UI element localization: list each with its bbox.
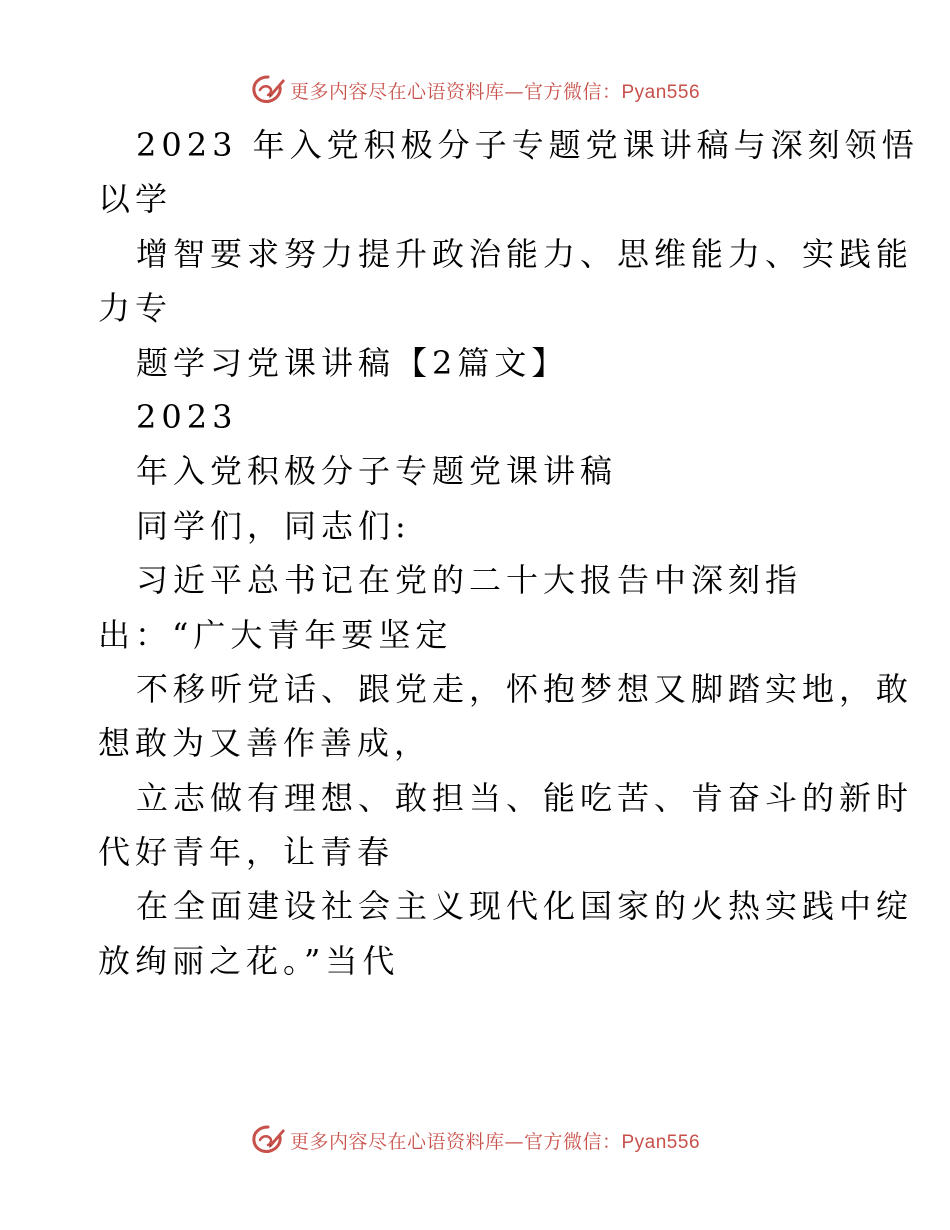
footer-dash: — xyxy=(504,1130,524,1153)
header-dash: — xyxy=(504,80,524,103)
document-line: 想敢为又善作善成， xyxy=(98,724,432,763)
document-line: 不移听党话、跟党走，怀抱梦想又脚踏实地，敢 xyxy=(136,669,914,708)
document-line: 2023 xyxy=(136,397,238,436)
document-line: 习近平总书记在党的二十大报告中深刻指 xyxy=(136,561,803,600)
header-banner-text xyxy=(290,77,700,104)
document-line: 代好青年，让青春 xyxy=(98,833,395,872)
document-body xyxy=(98,118,919,988)
document-line: 增智要求努力提升政治能力、思维能力、实践能 xyxy=(136,234,914,273)
pen-swirl-logo-icon xyxy=(250,1124,286,1156)
document-line: 在全面建设社会主义现代化国家的火热实践中绽 xyxy=(136,887,914,926)
footer-banner xyxy=(0,1120,950,1160)
document-line: 放绚丽之花。”当代 xyxy=(98,941,400,980)
header-wechat-id: Pyan556 xyxy=(621,81,701,103)
document-line: 以学 xyxy=(98,180,173,219)
document-line: 同学们，同志们: xyxy=(136,506,411,545)
document-line: 2023 年入党积极分子专题党课讲稿与深刻领悟 xyxy=(136,126,919,164)
footer-official-label: 官方微信： xyxy=(523,1130,622,1153)
header-official-label: 官方微信： xyxy=(523,80,622,103)
footer-banner-inner xyxy=(250,1124,700,1156)
header-banner-inner xyxy=(250,74,700,106)
footer-wechat-id: Pyan556 xyxy=(621,1131,701,1153)
pen-swirl-logo-icon xyxy=(250,74,286,106)
document-line: 年入党积极分子专题党课讲稿 xyxy=(136,452,618,491)
document-line: 出：“广大青年要坚定 xyxy=(98,615,453,654)
header-site-text: 更多内容尽在心语资料库 xyxy=(289,80,505,103)
document-line: 力专 xyxy=(98,289,173,328)
footer-banner-text xyxy=(290,1127,700,1154)
footer-site-text: 更多内容尽在心语资料库 xyxy=(289,1130,505,1153)
header-banner xyxy=(0,70,950,110)
document-line: 立志做有理想、敢担当、能吃苦、肯奋斗的新时 xyxy=(136,778,914,817)
document-line: 题学习党课讲稿【2篇文】 xyxy=(136,343,569,382)
